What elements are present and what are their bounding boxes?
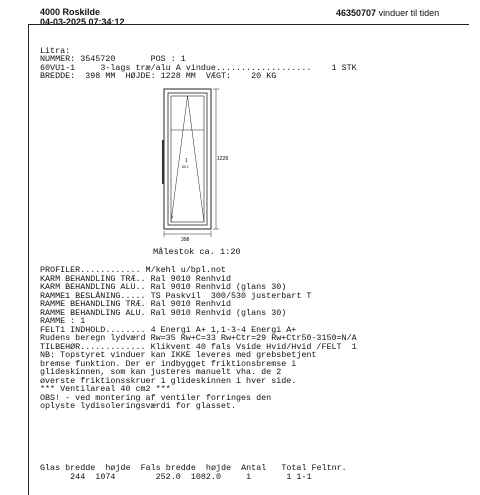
glass-table-row: 244 1074 252.0 1082.0 1 1 1-1 [70,471,312,482]
drawing-scale: Målestok ca. 1:20 [153,247,241,257]
detail-line: PROFILER............ M/kehl u/bpl.not [40,265,226,275]
detail-line: FELT1 INDHOLD........ 4 Energi A+ 1,1-3-4 Energi A+ [40,324,297,335]
company-contact [336,8,439,18]
detail-line: RAMME BEHANDLING TRÆ. Ral 9010 Renhvid [40,299,231,309]
corner-mark: 1 [171,214,174,219]
detail-line: NB: Topstyret vinduer kan IKKE leveres med grebsbetjent [40,350,317,360]
detail-line: bremse funktion. Der er indbygget friktionsbremse i [40,358,297,369]
detail-line: Rudens beregn lydværd Rw=35 Rw+C=33 Rw+Ctr=29 Rw+Ctr50-3150=N/A [40,333,357,343]
document-sheet [28,24,469,495]
model-code: 60VU1-1 [40,62,76,73]
print-datetime: 04-03-2025 07:34:12 [40,17,125,27]
detail-line: KARM BEHANDLING ALU.. Ral 9010 Renhvid (glans 30) [40,282,287,292]
quantity: 1 STK [331,62,357,73]
model-description: 3-lags træ/alu A vindue................... [100,62,312,73]
detail-line: øverste friktionsskruer i glideskinnen i hver side. [40,375,297,386]
detail-line: OBS! - ved montering af ventiler forringes den [40,392,272,403]
glass-table-header: Glas bredde højde Fals bredde højde Antal Total Feltnr. [40,463,347,473]
detail-line: KARM BEHANDLING TRÆ.. Ral 9010 Renhvid [40,273,231,284]
dimension-line: BREDDE: 398 MM HØJDE: 1228 MM VÆGT: 20 KG [40,71,277,81]
weight-value: 20 KG [251,71,277,81]
number-line: NUMMER: 3545720 POS : 1 [40,54,186,64]
spec-block [40,38,357,89]
detail-line: oplyste lydisoleringsværdi for glasset. [40,401,237,411]
height-dimension-label: 1228 [217,156,229,162]
phone-number: 46350707 [336,8,377,18]
detail-line: glideskinnen, som kan justeres manuelt vha. de 2 [40,367,282,377]
location: 4000 Roskilde [40,7,101,17]
felt-number: 1 [185,158,188,164]
height-value: 1228 MM [160,71,196,81]
opening-line-right [188,96,205,222]
handle-icon [162,140,165,184]
detail-line: RAMME BEHANDLING ALU. Ral 9010 Renhvid (glans 30) [40,307,287,318]
detail-line: TILBEHØR............. Klikvent 40 fals Vside Hvid/Hvid /FELT 1 [40,341,357,352]
litra-line: Litra: [40,45,71,56]
detail-line: *** Ventilareal 40 cm2 *** [40,384,171,394]
position-number: 1 [180,54,186,64]
window-drawing [150,84,246,244]
detail-line: RAMME : 1 [40,316,86,326]
order-number: 3545720 [80,54,116,64]
details-block [40,266,357,411]
detail-line: RAMME1 BESLÅNING..... TS Paskvil 300/530 justerbart T [40,290,312,301]
width-value: 398 MM [85,71,116,81]
width-dimension-label: 398 [181,237,190,243]
felt-sub-label: 60.1 [182,165,189,169]
company-slogan: vinduer til tiden [378,8,440,18]
glass-table [40,455,347,490]
